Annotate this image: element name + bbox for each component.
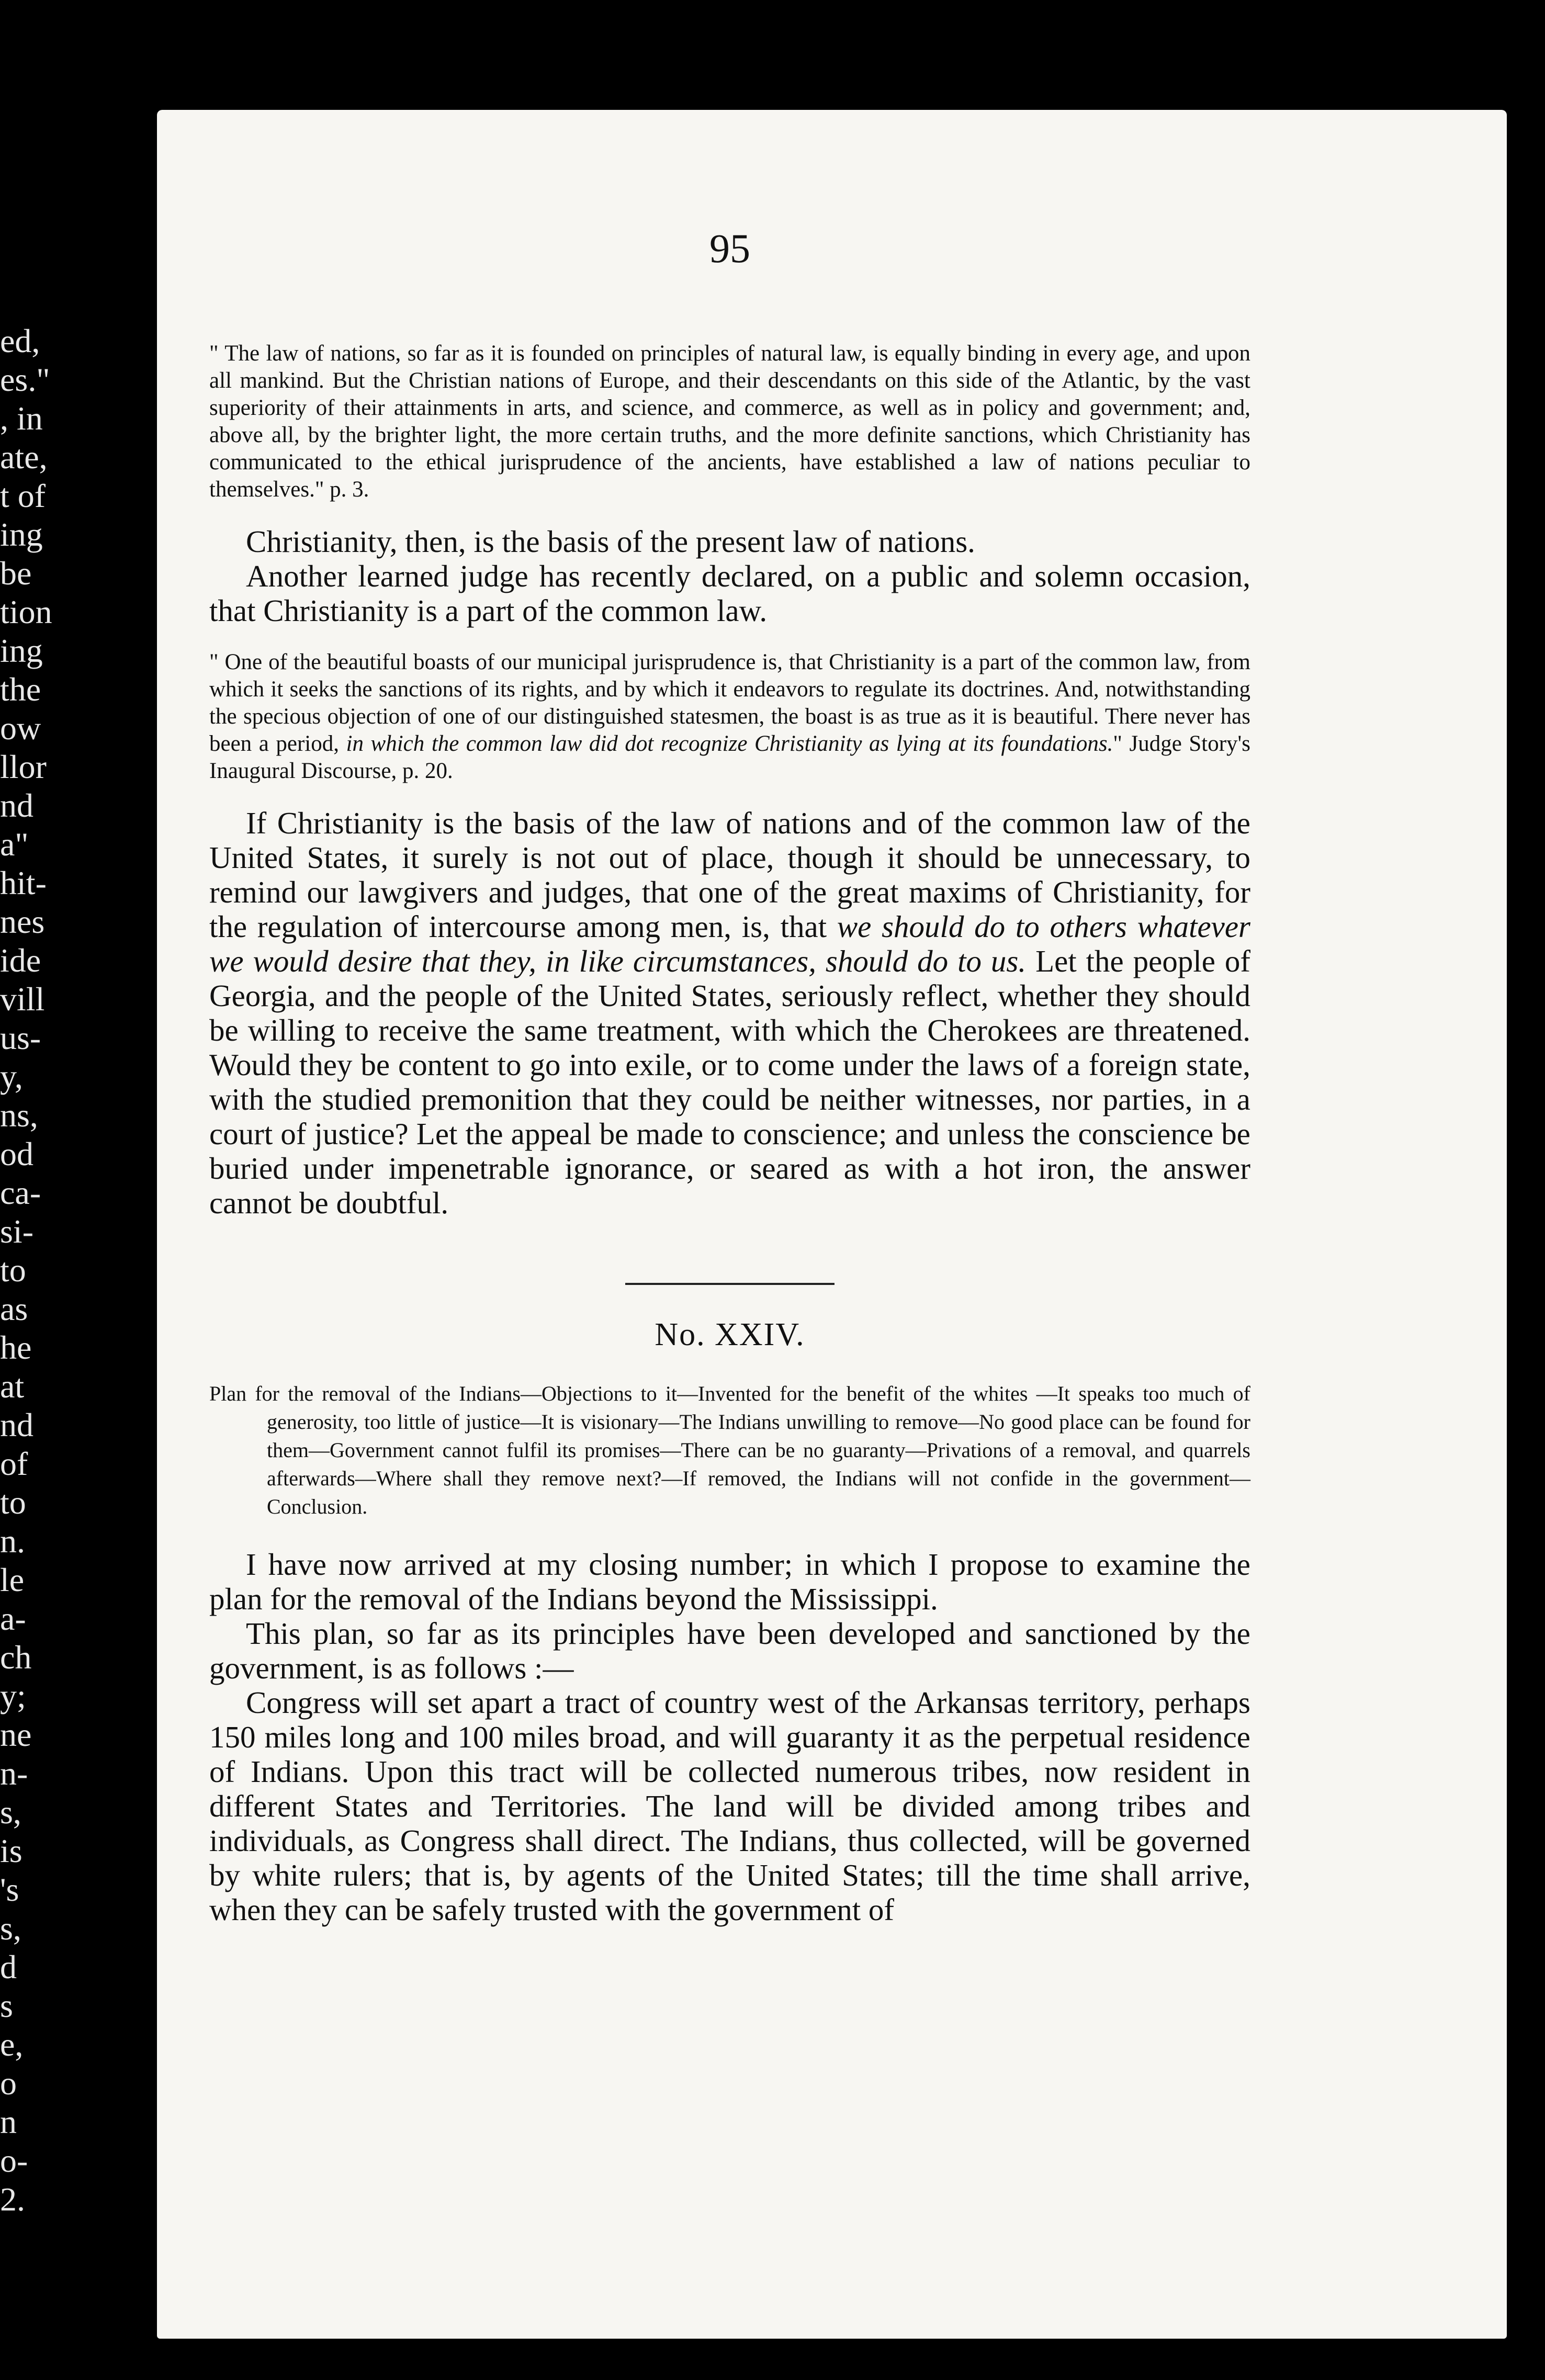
- paragraph-learned-judge: Another learned judge has recently declared, on a public and solemn occasion, that Christianity is a part of the common law.: [209, 559, 1250, 628]
- margin-fragment: nd: [0, 1406, 33, 1443]
- margin-fragment: ing: [0, 516, 43, 553]
- margin-fragment: he: [0, 1329, 32, 1366]
- margin-fragment: 2.: [0, 2181, 25, 2218]
- margin-fragment: s: [0, 1987, 13, 2024]
- margin-fragment: n: [0, 2103, 17, 2140]
- margin-fragment: at: [0, 1368, 25, 1405]
- paragraph-text: If Christianity is the basis of the law of nations and of the common law of the United States, it surely is not out of place, though it should be unnecessary, to remind our lawgivers and judges, that one of the great maxims of Christianity, for the regulation of intercourse among men, is, that: [209, 806, 1250, 944]
- margin-fragment: ca-: [0, 1174, 41, 1211]
- margin-fragment: s,: [0, 1910, 21, 1947]
- margin-fragment: is: [0, 1832, 22, 1869]
- paragraph-italic-maxim: we should do to others whatever we would desire that they, in like circumstances, should do to us.: [209, 909, 1251, 978]
- margin-fragment: le: [0, 1561, 25, 1598]
- margin-fragment: 's: [0, 1871, 19, 1908]
- margin-fragment: nd: [0, 787, 33, 824]
- paragraph-plan-details: Congress will set apart a tract of country west of the Arkansas territory, perhaps 150 miles long and 100 miles broad, and will guaranty it as the perpetual residence of Indians. Upon this tract will be collected numerous tribes, now resident in different States and Territories. The land will be divided among tribes and individuals, as Congress shall direct. The Indians, thus collected, will be governed by white rulers; that is, by agents of the United States; till the time shall arrive, when they can be safely trusted with the government of: [209, 1685, 1250, 1927]
- page-content: [209, 225, 1250, 1927]
- page-number: 95: [709, 225, 750, 271]
- section-divider: [625, 1283, 834, 1285]
- paragraph-plan-intro: This plan, so far as its principles have been developed and sanctioned by the government, is as follows :—: [209, 1616, 1250, 1685]
- margin-fragment: n.: [0, 1522, 25, 1560]
- margin-fragment: of: [0, 1445, 28, 1482]
- margin-fragment: d: [0, 1948, 17, 1986]
- margin-fragment: y;: [0, 1677, 26, 1714]
- margin-fragment: to: [0, 1484, 26, 1521]
- paragraph-text-continued: Let the people of Georgia, and the people of the United States, seriously reflect, whether they should be willing to receive the same treatment, with which the Cherokees are threatened. Would they be content to go into exile, or to come under the laws of a foreign state, with the studied premonition that they could be neither witnesses, nor parties, in a court of justice? Let the appeal be made to conscience; and unless the conscience be buried under impenetrable ignorance, or seared as with a hot iron, the answer cannot be doubtful.: [209, 944, 1250, 1220]
- margin-fragment: y,: [0, 1058, 23, 1095]
- margin-fragment: n-: [0, 1755, 28, 1792]
- margin-fragment: vill: [0, 980, 45, 1018]
- margin-fragment: to: [0, 1251, 26, 1289]
- margin-fragment: llor: [0, 748, 47, 785]
- margin-fragment: a": [0, 826, 29, 863]
- margin-fragment: s,: [0, 1794, 21, 1831]
- margin-fragment: as: [0, 1290, 28, 1327]
- margin-fragment: , in: [0, 400, 43, 437]
- margin-fragment: o: [0, 2065, 17, 2102]
- paragraph-golden-rule: [209, 806, 1250, 1220]
- block-quote-law-of-nations: " The law of nations, so far as it is founded on principles of natural law, is equally binding in every age, and upon all mankind. But the Christian nations of Europe, and their descendants on this side of the Atlantic, by the vast superiority of their attainments in arts, and science, and commerce, as well as in policy and government; and, above all, by the brighter light, the more certain truths, and the more definite sanctions, which Christianity has communicated to the ethical jurisprudence of the ancients, have established a law of nations peculiar to themselves." p. 3.: [209, 341, 1250, 502]
- margin-fragment: ow: [0, 709, 41, 747]
- margin-fragment: nes: [0, 903, 45, 940]
- block-quote-judge-story: [209, 649, 1250, 785]
- adjacent-page-margin: [0, 0, 157, 2380]
- quote-citation: " Judge Story's Inaugural Discourse, p. 20.: [209, 731, 1251, 783]
- margin-fragment: ed,: [0, 322, 40, 359]
- margin-fragment: si-: [0, 1213, 33, 1250]
- margin-fragment: ing: [0, 632, 43, 669]
- margin-fragment: hit-: [0, 864, 47, 901]
- margin-fragment: ne: [0, 1716, 32, 1753]
- section-synopsis: Plan for the removal of the Indians—Objections to it—Invented for the benefit of the whites —It speaks too much of generosity, too little of justice—It is visionary—The Indians unwilling to remove—No good place can be found for them—Government cannot fulfil its promises—There can be no guaranty—Privations of a removal, and quarrels afterwards—Where shall they remove next?—If removed, the Indians will not confide in the government—Conclusion.: [209, 1382, 1250, 1518]
- paragraph-christianity-basis: Christianity, then, is the basis of the present law of nations.: [246, 524, 975, 559]
- margin-fragment: tion: [0, 593, 52, 630]
- margin-fragment: t of: [0, 477, 46, 514]
- margin-fragment: ch: [0, 1639, 32, 1676]
- margin-fragment: o-: [0, 2142, 28, 2179]
- quote-text: " One of the beautiful boasts of our municipal jurisprudence is, that Christianity is a part of the common law, from which it seeks the sanctions of its rights, and by which it endeavors to regulate its doctrines. And, notwithstanding the specious objection of one of our distinguished statesmen, the boast is as true as it is beautiful. There never has been a period,: [209, 650, 1250, 756]
- paragraph-closing-number: I have now arrived at my closing number; in which I propose to examine the plan for the removal of the Indians beyond the Mississippi.: [209, 1547, 1250, 1616]
- margin-fragment: ide: [0, 942, 41, 979]
- margin-fragment: ns,: [0, 1097, 38, 1134]
- margin-fragment: od: [0, 1135, 33, 1172]
- margin-fragment: the: [0, 671, 41, 708]
- margin-fragment: us-: [0, 1019, 41, 1056]
- margin-fragment: e,: [0, 2026, 24, 2063]
- margin-fragment: a-: [0, 1600, 26, 1637]
- margin-fragment: be: [0, 555, 32, 592]
- margin-fragment: ate,: [0, 438, 48, 476]
- quote-italic-text: in which the common law did dot recognize Christianity as lying at its foundations.: [346, 731, 1113, 756]
- section-title: No. XXIV.: [655, 1317, 805, 1352]
- margin-fragment: es.": [0, 361, 50, 398]
